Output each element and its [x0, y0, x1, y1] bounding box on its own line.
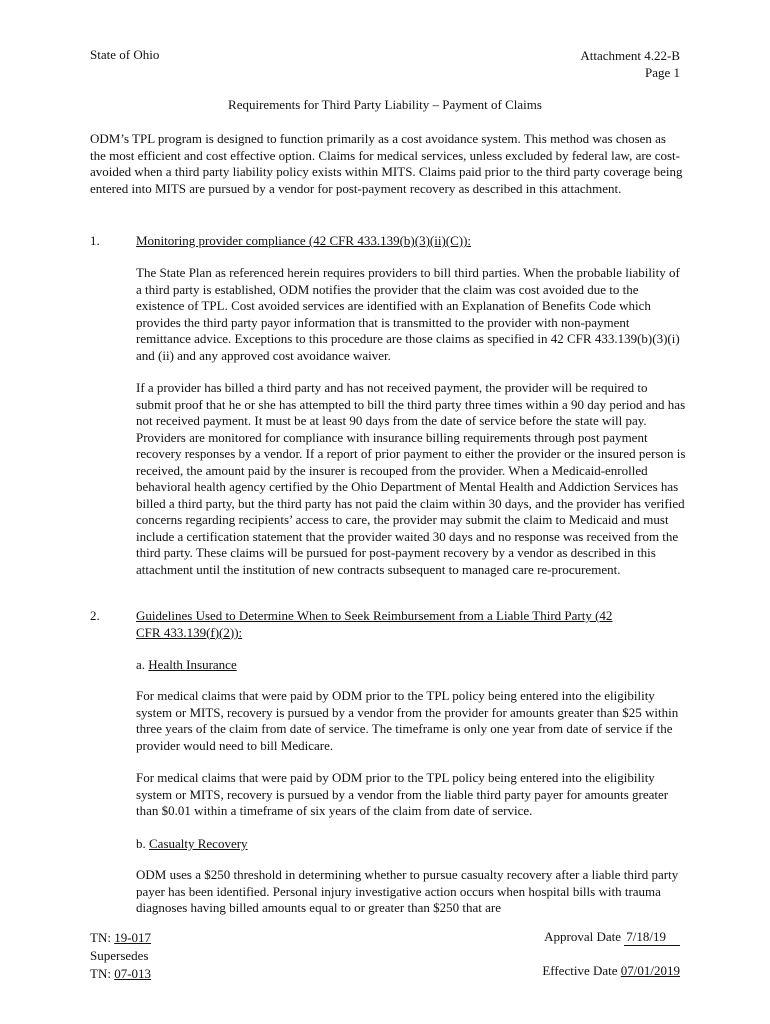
- section-2-heading: [136, 608, 686, 641]
- subsection-b-paragraph-1: ODM uses a $250 threshold in determining whether to pursue casualty recovery after a liable third party payer has been identified. Personal injury investigative action occurs when hospital bills with trauma diagnoses having billed amounts equal to or greater than $250 that are: [136, 867, 679, 915]
- subsection-a-paragraph-2: For medical claims that were paid by ODM prior to the TPL policy being entered into the eligibility system or MITS, recovery is pursued by a vendor from the liable third party payer for amounts greater than $0.01 within a timeframe of six years of the claim from date of service.: [136, 770, 669, 818]
- approval-date-label: Approval Date: [544, 929, 625, 944]
- header-state: State of Ohio: [90, 47, 160, 62]
- approval-date-value: 7/18/19: [624, 929, 680, 946]
- section-2-number: 2.: [90, 608, 100, 623]
- header-attachment-block: [580, 47, 680, 81]
- footer-tn-block: [90, 929, 151, 983]
- section-1-paragraph-2: If a provider has billed a third party and has not received payment, the provider will be required to submit proof that he or she has attempted to bill the third party three times within a 90 day period and has not received payment. It must be at least 90 days from the date of service before the state will pay. Providers are monitored for compliance with insurance billing requirements through post payment recovery responses by a vendor. If a report of prior payment to either the provider or the insured person is received, the amount paid by the insurer is recouped from the provider. When a Medicaid-enrolled behavioral health agency certified by the Ohio Department of Mental Health and Addiction Services has billed a third party, but the third party has not paid the claim within 30 days, and the provider has verified concerns regarding recipients’ access to care, the provider may submit the claim to Medicaid and must include a certification statement that the provider waited 30 days and no response was received from the third party. These claims will be pursued for post-payment recovery by a vendor as described in this attachment until the institution of new contracts subsequent to managed care re-procurement.: [136, 380, 686, 577]
- footer-approval-date: [544, 929, 680, 946]
- footer-tn-2: [90, 965, 151, 983]
- subsection-a-label: Health Insurance: [148, 657, 237, 672]
- subsection-b-heading: [136, 836, 686, 853]
- section-1-heading: Monitoring provider compliance (42 CFR 433.139(b)(3)(ii)(C)):: [136, 233, 472, 248]
- section-1-paragraph-1: The State Plan as referenced herein requires providers to bill third parties. When the probable liability of a third party is established, ODM notifies the provider that the claim was cost avoided due to the existence of TPL. Cost avoided services are identified with an Explanation of Benefits Code which provides the third party payor information that is transmitted to the provider with non-payment remittance advice. Exceptions to this procedure are those claims as specified in 42 CFR 433.139(b)(3)(i) and (ii) and any approved cost avoidance waiver.: [136, 265, 680, 363]
- footer-tn-value: 19-017: [114, 930, 152, 945]
- footer-tn2-value: 07-013: [114, 966, 152, 981]
- subsection-a-paragraph-1: For medical claims that were paid by ODM prior to the TPL policy being entered into the eligibility system or MITS, recovery is pursued by a vendor from the provider for amounts greater than $25 within three years of the claim from date of service. The timeframe is only one year from date of service if the provider would need to bill Medicare.: [136, 688, 679, 753]
- document-title: Requirements for Third Party Liability – Payment of Claims: [228, 97, 542, 112]
- section-1-number: 1.: [90, 233, 100, 248]
- subsection-a-prefix: a.: [136, 657, 149, 672]
- effective-date-label: Effective Date: [542, 963, 621, 978]
- footer-tn2-label: TN:: [90, 966, 115, 981]
- intro-paragraph: ODM’s TPL program is designed to function primarily as a cost avoidance system. This method was chosen as the most efficient and cost effective option. Claims for medical services, unless excluded by federal law, are cost-avoided when a third party liability policy exists within MITS. Claims paid prior to the third party coverage being entered into MITS are pursued by a vendor for post-payment recovery as described in this attachment.: [90, 131, 683, 196]
- header-page-number: Page 1: [644, 65, 680, 80]
- effective-date-value: 07/01/2019: [620, 963, 680, 978]
- header-attachment: Attachment 4.22-B: [580, 48, 680, 63]
- subsection-b-label: Casualty Recovery: [149, 836, 248, 851]
- footer-supersedes: Supersedes: [90, 948, 149, 963]
- footer-tn: [90, 929, 151, 947]
- section-2-heading-line-1: Guidelines Used to Determine When to Seek Reimbursement from a Liable Third Party (42: [136, 608, 613, 623]
- subsection-a-heading: [136, 657, 686, 674]
- footer-tn-label: TN:: [90, 930, 115, 945]
- section-2-heading-line-2: CFR 433.139(f)(2)):: [136, 624, 243, 640]
- footer-effective-date: [542, 963, 680, 979]
- subsection-b-prefix: b.: [136, 836, 149, 851]
